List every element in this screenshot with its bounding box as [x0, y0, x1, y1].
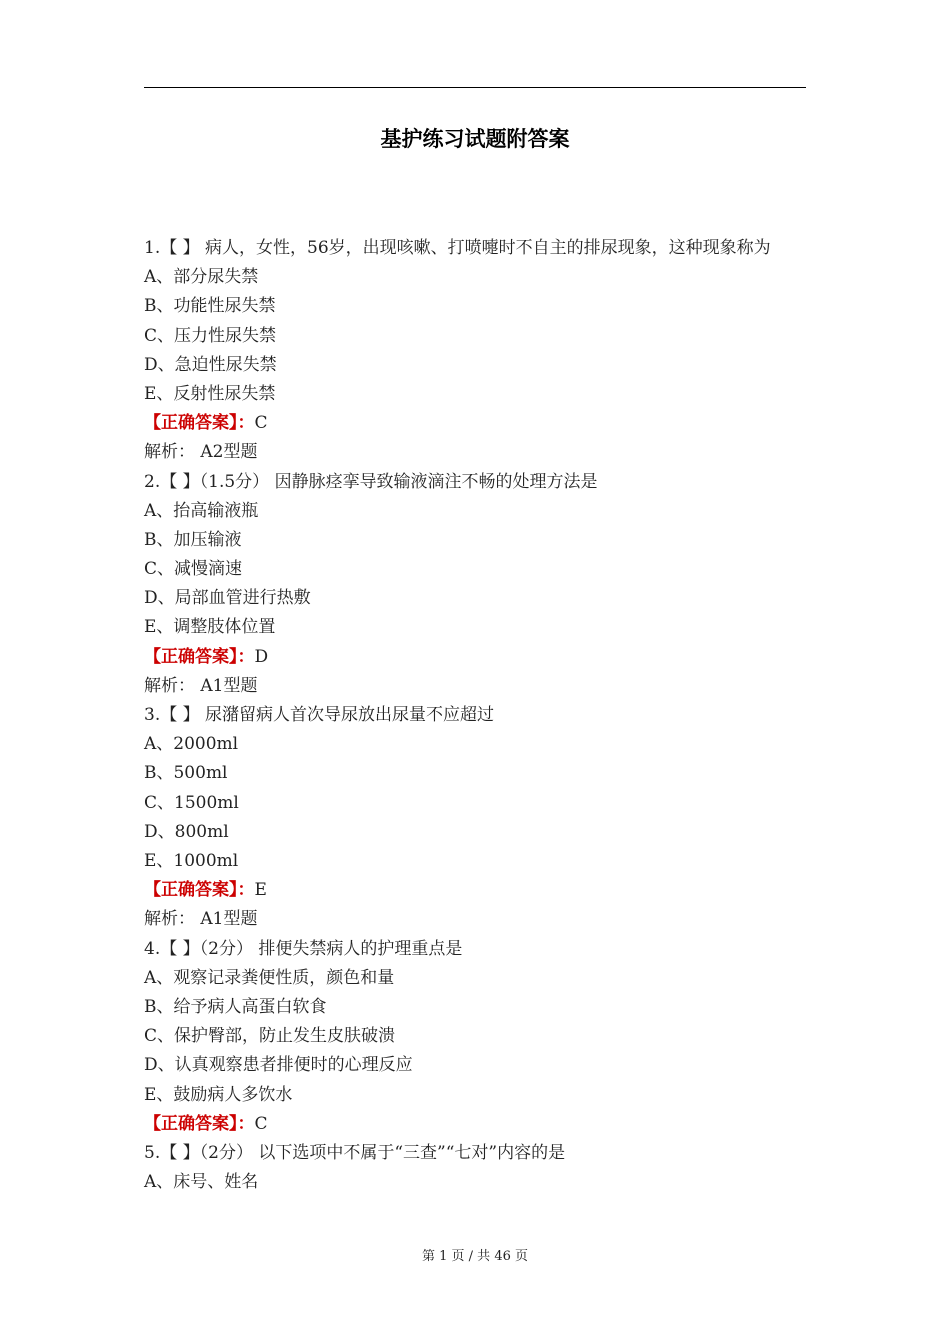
question-stem: 1.【 】 病人，女性，56岁，出现咳嗽、打喷嚏时不自主的排尿现象，这种现象称为 — [144, 238, 771, 258]
option-c: C、减慢滴速 — [144, 559, 243, 580]
option-a: A、抬高输液瓶 — [144, 500, 259, 521]
option-b: B、500ml — [144, 763, 228, 784]
option-a: A、床号、姓名 — [144, 1172, 259, 1193]
analysis: 解析： A1型题 — [144, 675, 258, 696]
question-block — [144, 1139, 806, 1197]
option-e: E、鼓励病人多饮水 — [144, 1084, 293, 1105]
option-a: A、部分尿失禁 — [144, 267, 259, 288]
option-e: E、1000ml — [144, 850, 239, 871]
answer-label: 【正确答案】： — [144, 413, 255, 434]
question-block — [144, 935, 806, 1139]
answer-label: 【正确答案】： — [144, 646, 255, 667]
correct-answer — [144, 1110, 806, 1139]
correct-answer — [144, 876, 806, 905]
option-b: B、加压输液 — [144, 529, 242, 550]
option-b: B、功能性尿失禁 — [144, 296, 276, 317]
question-stem: 4.【 】（2分） 排便失禁病人的护理重点是 — [144, 938, 463, 959]
answer-label: 【正确答案】： — [144, 1113, 255, 1134]
option-d: D、800ml — [144, 821, 229, 842]
option-a: A、2000ml — [144, 734, 239, 755]
correct-answer — [144, 643, 806, 672]
answer-value: C — [254, 1113, 268, 1134]
correct-answer — [144, 409, 806, 438]
option-d: D、急迫性尿失禁 — [144, 354, 277, 375]
question-stem: 5.【 】（2分） 以下选项中不属于“三查”“七对”内容的是 — [144, 1142, 566, 1163]
page-footer: 第 1 页 / 共 46 页 — [422, 1249, 528, 1264]
question-block — [144, 468, 806, 702]
answer-label: 【正确答案】： — [144, 880, 255, 901]
question-stem: 2.【 】（1.5分） 因静脉痉挛导致输液滴注不畅的处理方法是 — [144, 471, 598, 492]
question-stem: 3.【 】 尿潴留病人首次导尿放出尿量不应超过 — [144, 705, 495, 726]
question-block — [144, 234, 806, 468]
option-b: B、给予病人高蛋白软食 — [144, 996, 327, 1017]
option-e: E、反射性尿失禁 — [144, 383, 276, 404]
document-title: 基护练习试题附答案 — [380, 127, 570, 151]
option-c: C、1500ml — [144, 792, 239, 813]
option-a: A、观察记录粪便性质，颜色和量 — [144, 967, 395, 988]
analysis: 解析： A1型题 — [144, 909, 258, 930]
option-d: D、局部血管进行热敷 — [144, 588, 311, 609]
answer-value: E — [254, 880, 267, 901]
answer-value: C — [254, 413, 268, 434]
question-block — [144, 701, 806, 935]
option-d: D、认真观察患者排便时的心理反应 — [144, 1055, 413, 1076]
option-c: C、压力性尿失禁 — [144, 325, 277, 346]
answer-value: D — [254, 646, 269, 667]
header-rule — [144, 87, 806, 88]
option-c: C、保护臀部，防止发生皮肤破溃 — [144, 1026, 396, 1047]
analysis: 解析： A2型题 — [144, 442, 258, 463]
option-e: E、调整肢体位置 — [144, 617, 276, 638]
question-list — [144, 234, 806, 1197]
